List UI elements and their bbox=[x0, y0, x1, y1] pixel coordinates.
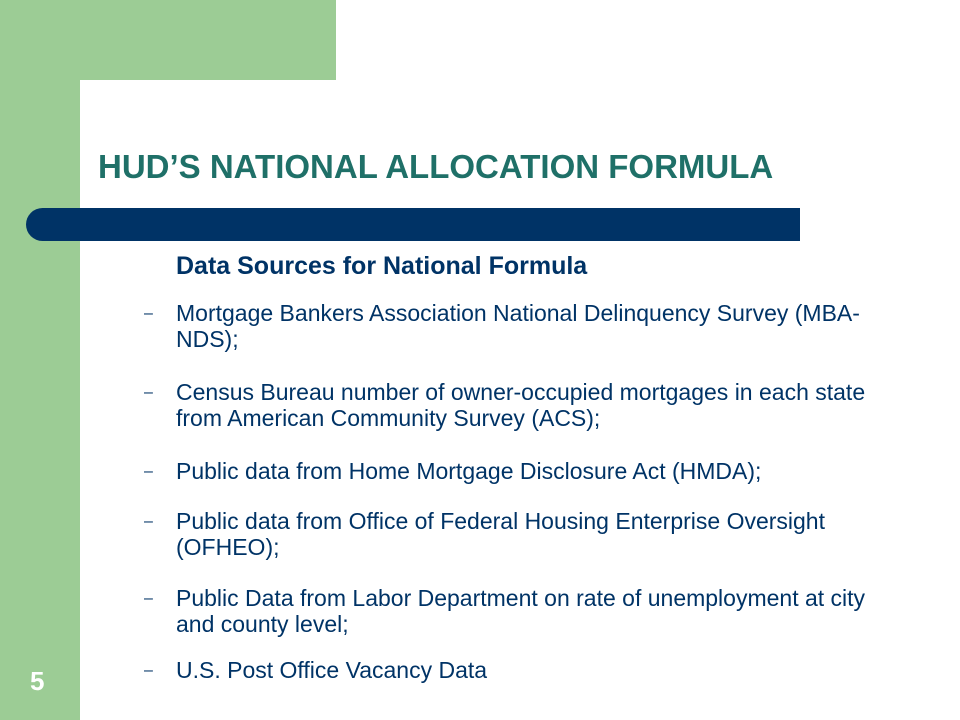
list-item-text: Census Bureau number of owner-occupied mortgages in each state from American Community Survey (ACS); bbox=[176, 379, 866, 431]
slide-subtitle: Data Sources for National Formula bbox=[176, 252, 588, 280]
list-item-text: Public data from Office of Federal Housing Enterprise Oversight (OFHEO); bbox=[176, 508, 825, 560]
bullet-dash: – bbox=[144, 662, 153, 679]
list-item-text: U.S. Post Office Vacancy Data bbox=[176, 657, 488, 683]
slide-title: HUD’S NATIONAL ALLOCATION FORMULA bbox=[98, 148, 774, 185]
bullet-dash: – bbox=[144, 590, 153, 607]
list-item bbox=[144, 585, 884, 637]
list-item bbox=[144, 458, 884, 484]
title-underline-bar bbox=[26, 208, 800, 241]
bullet-dash: – bbox=[144, 513, 153, 530]
list-item bbox=[144, 657, 884, 683]
top-accent-block bbox=[0, 0, 336, 80]
list-item bbox=[144, 300, 884, 352]
list-item bbox=[144, 508, 884, 560]
bullet-dash: – bbox=[144, 384, 153, 401]
list-item-text: Public data from Home Mortgage Disclosure Act (HMDA); bbox=[176, 458, 762, 484]
page-number: 5 bbox=[30, 666, 45, 696]
left-accent-strip bbox=[0, 0, 80, 720]
list-item-text: Mortgage Bankers Association National Delinquency Survey (MBA-NDS); bbox=[176, 300, 860, 352]
bullet-dash: – bbox=[144, 463, 153, 480]
bullet-dash: – bbox=[144, 305, 153, 322]
list-item-text: Public Data from Labor Department on rate of unemployment at city and county level; bbox=[176, 585, 866, 637]
list-item bbox=[144, 379, 884, 431]
corner-curve bbox=[80, 80, 140, 140]
